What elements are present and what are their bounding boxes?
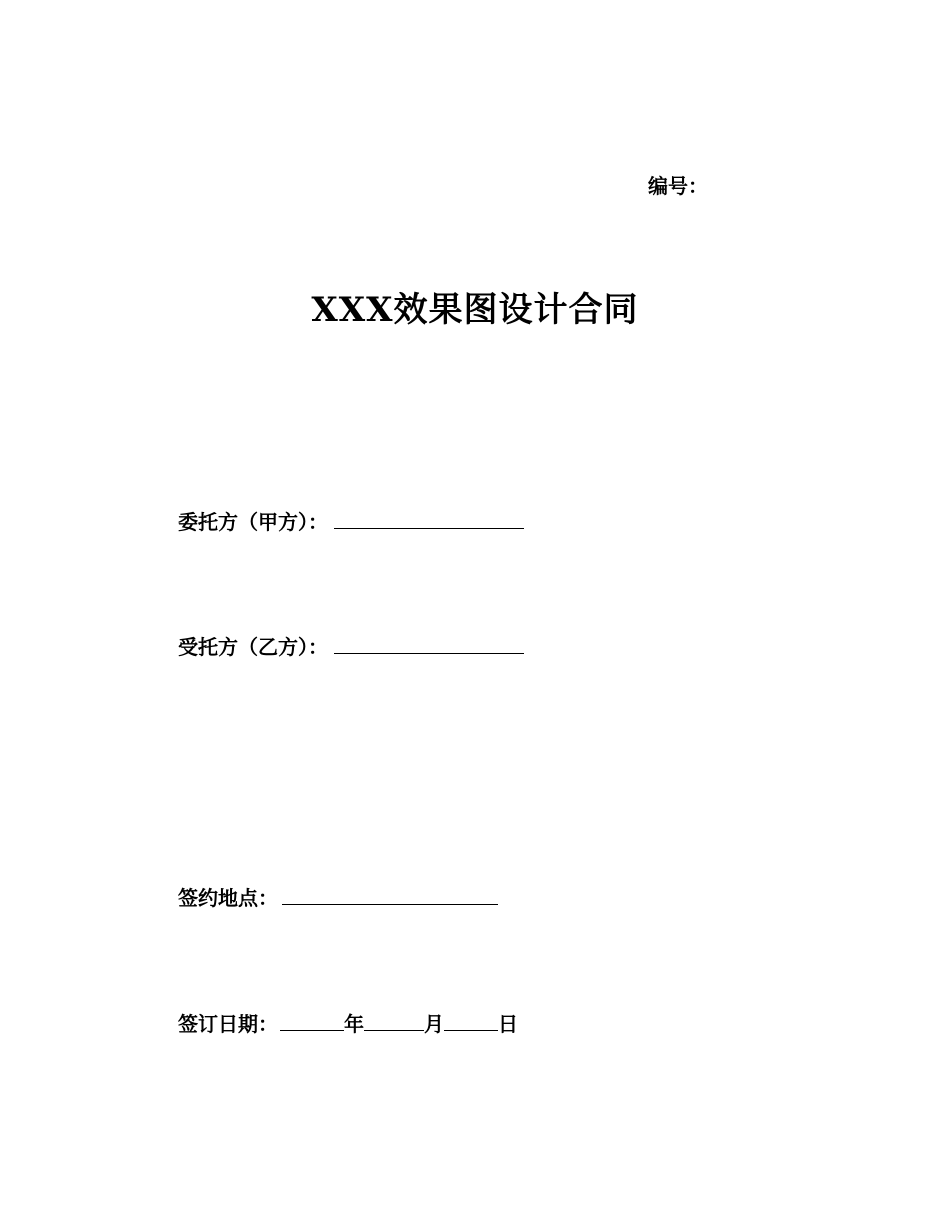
party-b-row [178, 631, 524, 660]
signing-place-blank [282, 884, 498, 905]
signing-place-label: 签约地点： [178, 886, 278, 910]
signing-place-row [178, 882, 498, 911]
contract-title: XXX效果图设计合同 [311, 290, 639, 330]
year-blank [280, 1010, 344, 1031]
party-b-label: 受托方（乙方）： [178, 635, 328, 659]
month-blank [364, 1010, 424, 1031]
day-unit: 日 [498, 1012, 518, 1036]
party-a-row [178, 506, 524, 535]
day-blank [444, 1010, 498, 1031]
party-a-blank [334, 508, 524, 529]
party-a-label: 委托方（甲方）： [178, 510, 328, 534]
signing-date-label: 签订日期： [178, 1012, 278, 1036]
signing-date-row [178, 1008, 518, 1037]
month-unit: 月 [424, 1012, 444, 1036]
year-unit: 年 [344, 1012, 364, 1036]
document-number-label: 编号： [648, 174, 708, 198]
party-b-blank [334, 633, 524, 654]
